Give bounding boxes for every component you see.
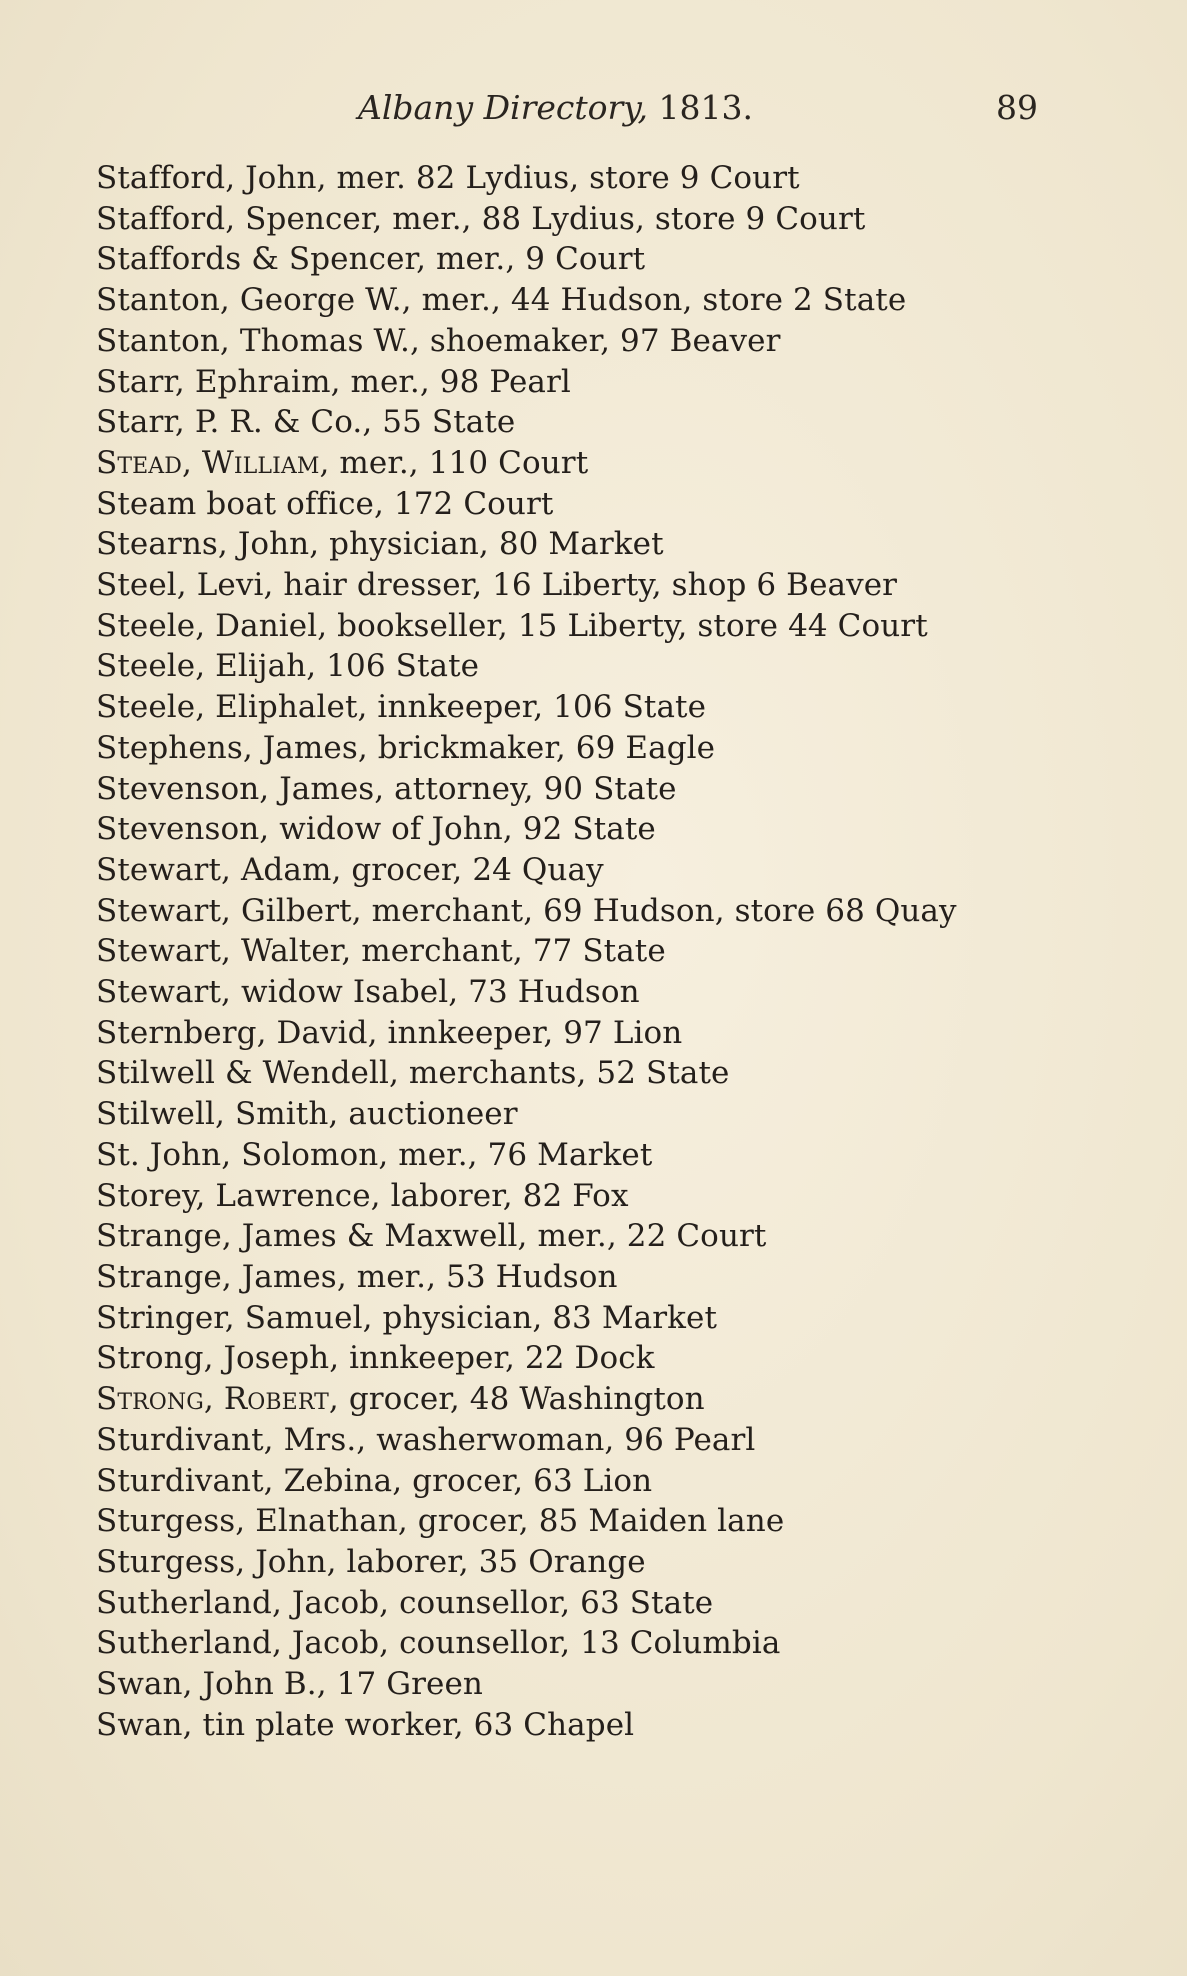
directory-entry: Storey, Lawrence, laborer, 82 Fox [96, 1177, 629, 1214]
page-number: 89 [996, 88, 1038, 127]
directory-entry: Stringer, Samuel, physician, 83 Market [96, 1299, 718, 1336]
directory-entry: Steele, Daniel, bookseller, 15 Liberty, store 44 Court [96, 607, 928, 644]
directory-entry: Stevenson, widow of John, 92 State [96, 811, 656, 848]
directory-entry: Stearns, John, physician, 80 Market [96, 526, 664, 563]
directory-entry: Staffords & Spencer, mer., 9 Court [96, 241, 646, 278]
directory-entry: Stanton, Thomas W., shoemaker, 97 Beaver [96, 322, 781, 359]
directory-entry: Stewart, Gilbert, merchant, 69 Hudson, store 68 Quay [96, 892, 957, 929]
directory-entry: Stafford, Spencer, mer., 88 Lydius, store 9 Court [96, 200, 866, 237]
directory-entry: Steele, Eliphalet, innkeeper, 106 State [96, 689, 707, 726]
directory-entry: Strange, James & Maxwell, mer., 22 Court [96, 1218, 767, 1255]
directory-entry: Sturdivant, Mrs., washerwoman, 96 Pearl [96, 1421, 756, 1458]
directory-entry: Strong, Joseph, innkeeper, 22 Dock [96, 1340, 655, 1377]
entry-details: mer., 110 Court [329, 444, 589, 481]
directory-entry: Sutherland, Jacob, counsellor, 13 Columbia [96, 1625, 781, 1662]
directory-entry: Sturgess, Elnathan, grocer, 85 Maiden lane [96, 1503, 785, 1540]
directory-entry: Stevenson, James, attorney, 90 State [96, 770, 677, 807]
directory-entry [96, 443, 1056, 484]
entry-name-smallcaps: Stead, William, [96, 444, 330, 481]
directory-entry: Steele, Elijah, 106 State [96, 648, 480, 685]
running-title-year: 1813. [658, 88, 754, 127]
directory-entry: Steel, Levi, hair dresser, 16 Liberty, shop 6 Beaver [96, 567, 898, 604]
directory-entry: Sturdivant, Zebina, grocer, 63 Lion [96, 1462, 653, 1499]
running-title-text: Albany Directory, [358, 88, 649, 127]
directory-entry: Stewart, Adam, grocer, 24 Quay [96, 851, 604, 888]
directory-entry: Stewart, Walter, merchant, 77 State [96, 933, 666, 970]
directory-entry: Stewart, widow Isabel, 73 Hudson [96, 974, 640, 1011]
directory-entry: Stafford, John, mer. 82 Lydius, store 9 Court [96, 160, 800, 196]
directory-entry: Steam boat office, 172 Court [96, 485, 554, 522]
directory-entry: Starr, Ephraim, mer., 98 Pearl [96, 363, 571, 400]
directory-entry: Strange, James, mer., 53 Hudson [96, 1258, 618, 1295]
directory-entry: Stanton, George W., mer., 44 Hudson, store 2 State [96, 282, 907, 319]
directory-entries [96, 158, 1056, 1745]
directory-entry: Sutherland, Jacob, counsellor, 63 State [96, 1584, 714, 1621]
directory-entry: Sternberg, David, innkeeper, 97 Lion [96, 1014, 683, 1051]
directory-entry: St. John, Solomon, mer., 76 Market [96, 1136, 653, 1173]
entry-name-smallcaps: Strong, Robert, [96, 1381, 339, 1418]
directory-entry: Sturgess, John, laborer, 35 Orange [96, 1543, 646, 1580]
entry-details: grocer, 48 Washington [338, 1381, 705, 1418]
directory-entry: Stilwell & Wendell, merchants, 52 State [96, 1055, 730, 1092]
directory-entry: Starr, P. R. & Co., 55 State [96, 404, 516, 441]
directory-entry [96, 1379, 1056, 1420]
directory-entry: Stephens, James, brickmaker, 69 Eagle [96, 729, 716, 766]
directory-entry: Swan, John B., 17 Green [96, 1666, 483, 1703]
running-title [358, 88, 753, 127]
directory-entry: Stilwell, Smith, auctioneer [96, 1096, 518, 1133]
directory-entry: Swan, tin plate worker, 63 Chapel [96, 1706, 635, 1743]
page-header [96, 88, 1038, 138]
